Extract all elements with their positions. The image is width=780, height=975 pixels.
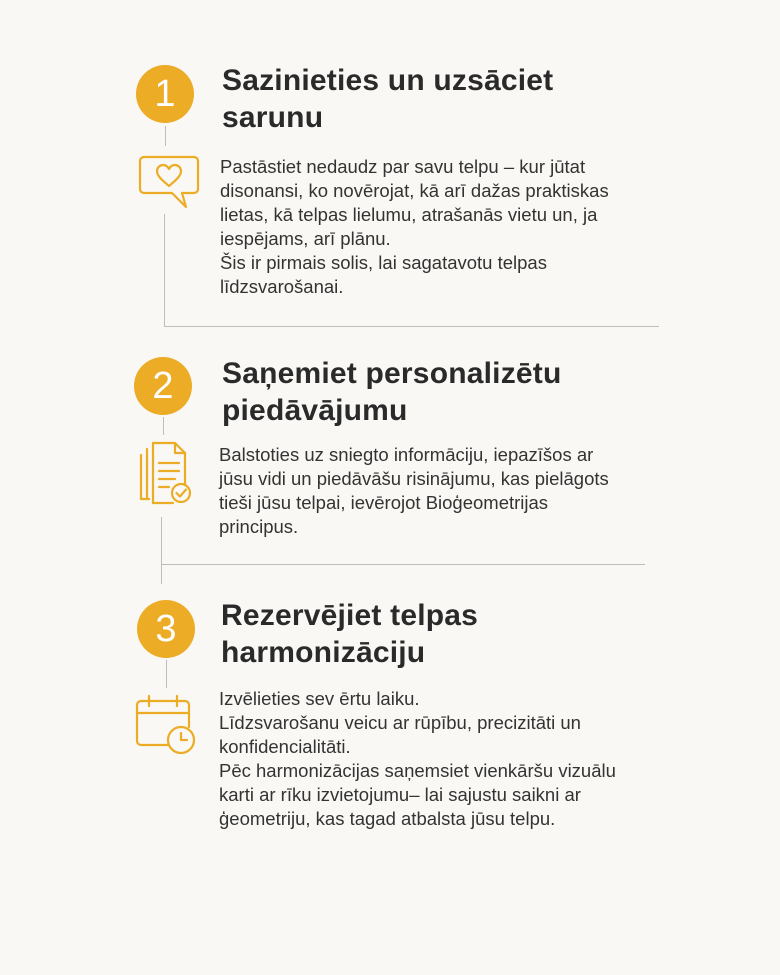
step-2-title-line-1: Saņemiet personalizētu [222, 357, 562, 390]
step-3-title [221, 597, 478, 671]
step-3-line: ģeometriju, kas tagad atbalsta jūsu telpu. [219, 808, 556, 829]
step-2-number-badge: 2 [134, 357, 192, 415]
step-1-number-badge: 1 [136, 65, 194, 123]
step-1-line: iespējams, arī plānu. [220, 228, 391, 249]
step-1-line: Pastāstiet nedaudz par savu telpu – kur jūtat [220, 156, 586, 177]
step-3-line: Izvēlieties sev ērtu laiku. [219, 688, 420, 709]
step-2-connector-top [163, 417, 164, 435]
step-2-description [219, 443, 659, 539]
step-3-line: konfidencialitāti. [219, 736, 351, 757]
step-1-divider [164, 326, 659, 327]
step-3-number-badge: 3 [137, 600, 195, 658]
step-1-connector-top [165, 126, 166, 146]
step-2-title-line-2: piedāvājumu [222, 394, 408, 427]
step-1-connector-bottom [164, 214, 165, 326]
step-2-divider [161, 564, 645, 565]
calendar-clock-icon [135, 693, 199, 757]
step-3-connector-top [166, 660, 167, 688]
step-3-title-line-1: Rezervējiet telpas [221, 599, 479, 632]
step-3-description [219, 687, 659, 831]
step-1-title-line-1: Sazinieties un uzsāciet [222, 64, 554, 97]
step-1-line: lietas, kā telpas lielumu, atrašanās vietu un, ja [220, 204, 598, 225]
step-2-connector-bottom [161, 517, 162, 584]
step-2-line: tieši jūsu telpai, ievērojot Bioģeometrijas [219, 492, 549, 513]
step-3-line: Pēc harmonizācijas saņemsiet vienkāršu vizuālu [219, 760, 616, 781]
chat-heart-icon [138, 153, 200, 211]
step-1-line: Šis ir pirmais solis, lai sagatavotu telpas [220, 252, 547, 273]
step-1-title [222, 62, 553, 136]
step-2-title [222, 355, 562, 429]
step-3-line: karti ar rīku izvietojumu– lai sajustu saikni ar [219, 784, 581, 805]
step-2-line: principus. [219, 516, 299, 537]
step-3-title-line-2: harmonizāciju [221, 636, 426, 669]
step-1-line: disonansi, ko novērojat, kā arī dažas praktiskas [220, 180, 609, 201]
documents-check-icon [137, 441, 195, 505]
step-3-line: Līdzsvarošanu veicu ar rūpību, precizitāti un [219, 712, 581, 733]
step-2-line: Balstoties uz sniegto informāciju, iepazīšos ar [219, 444, 594, 465]
step-1-description [220, 155, 660, 299]
step-2-line: jūsu vidi un piedāvāšu risinājumu, kas pielāgots [219, 468, 609, 489]
step-1-line: līdzsvarošanai. [220, 276, 344, 297]
step-1-title-line-2: sarunu [222, 101, 324, 134]
